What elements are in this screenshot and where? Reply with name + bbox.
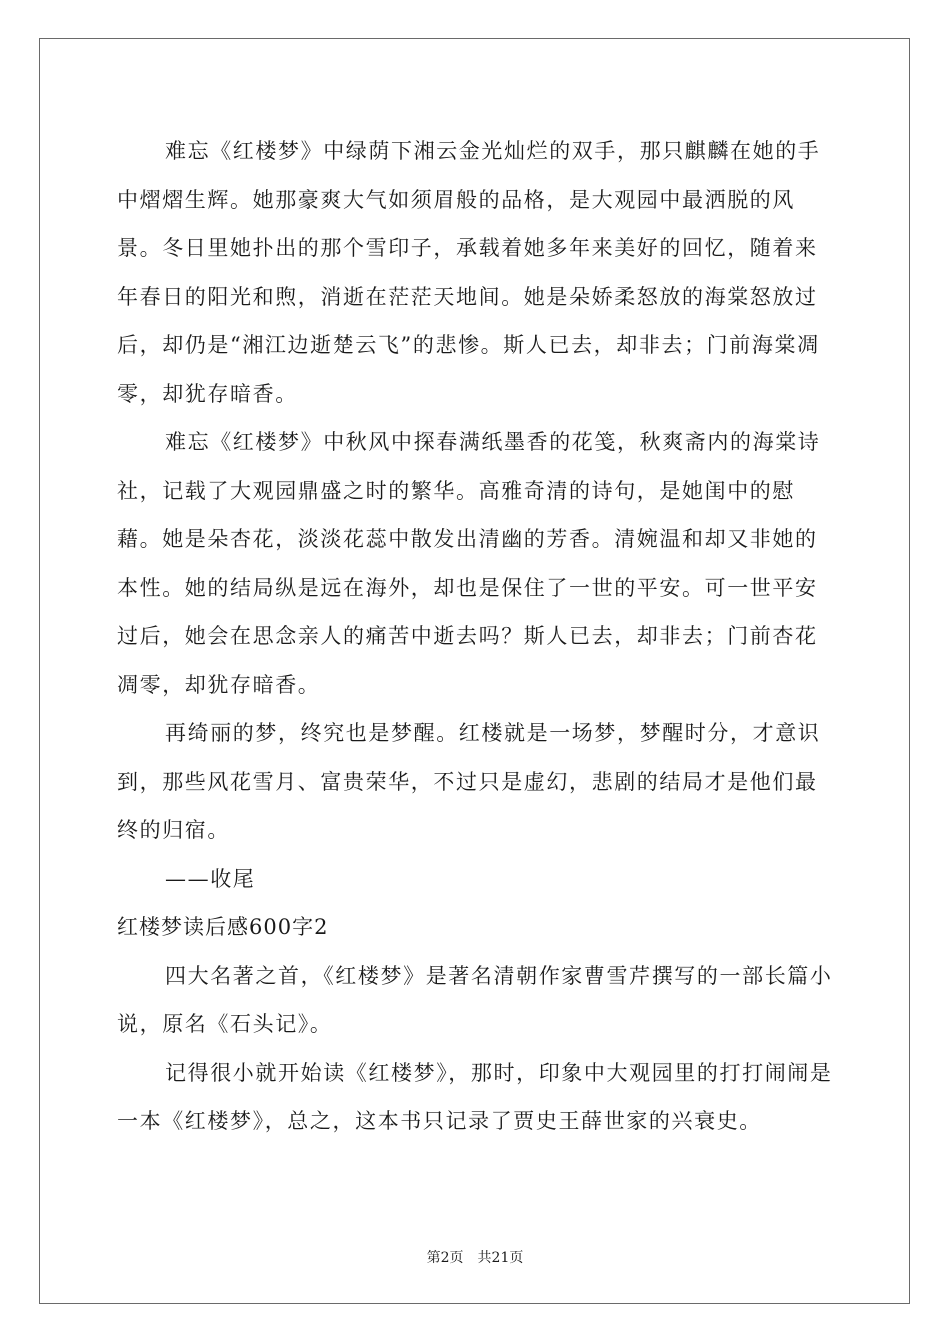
- document-body: [117, 127, 835, 1146]
- page-footer: [0, 1247, 950, 1267]
- paragraph-memory: 记得很小就开始读《红楼梦》，那时，印象中大观园里的打打闹闹是一本《红楼梦》，总之，这本书只记录了贾史王薛世家的兴衰史。: [117, 1060, 833, 1133]
- paragraph-intro: 四大名著之首，《红楼梦》是著名清朝作家曹雪芹撰写的一部长篇小说，原名《石头记》。: [117, 963, 833, 1036]
- paragraph-dream: 再绮丽的梦，终究也是梦醒。红楼就是一场梦，梦醒时分，才意识到，那些风花雪月、富贵荣华，不过只是虚幻，悲剧的结局才是他们最终的归宿。: [117, 721, 821, 842]
- paragraph-closing: ——收尾: [165, 866, 256, 891]
- section-heading: 红楼梦读后感600字2: [117, 915, 329, 939]
- paragraph-tanchun: 难忘《红楼梦》中秋风中探春满纸墨香的花笺，秋爽斋内的海棠诗社，记载了大观园鼎盛之时的繁华。高雅奇清的诗句，是她闺中的慰藉。她是朵杏花，淡淡花蕊中散发出清幽的芳香。清婉温和却又非她的本性。她的结局纵是远在海外，却也是保住了一世的平安。可一世平安过后，她会在思念亲人的痛苦中逝去吗？斯人已去，却非去；门前杏花凋零，却犹存暗香。: [117, 430, 821, 697]
- page-total: 共21页: [477, 1250, 524, 1266]
- page-number: 第2页: [426, 1250, 464, 1266]
- paragraph-xiangyun: 难忘《红楼梦》中绿荫下湘云金光灿烂的双手，那只麒麟在她的手中熠熠生辉。她那豪爽大气如须眉般的品格，是大观园中最洒脱的风景。冬日里她扑出的那个雪印子，承载着她多年来美好的回忆，随着来年春日的阳光和煦，消逝在茫茫天地间。她是朵娇柔怒放的海棠怒放过后，却仍是“湘江边逝楚云飞”的悲惨。斯人已去，却非去；门前海棠凋零，却犹存暗香。: [117, 139, 821, 406]
